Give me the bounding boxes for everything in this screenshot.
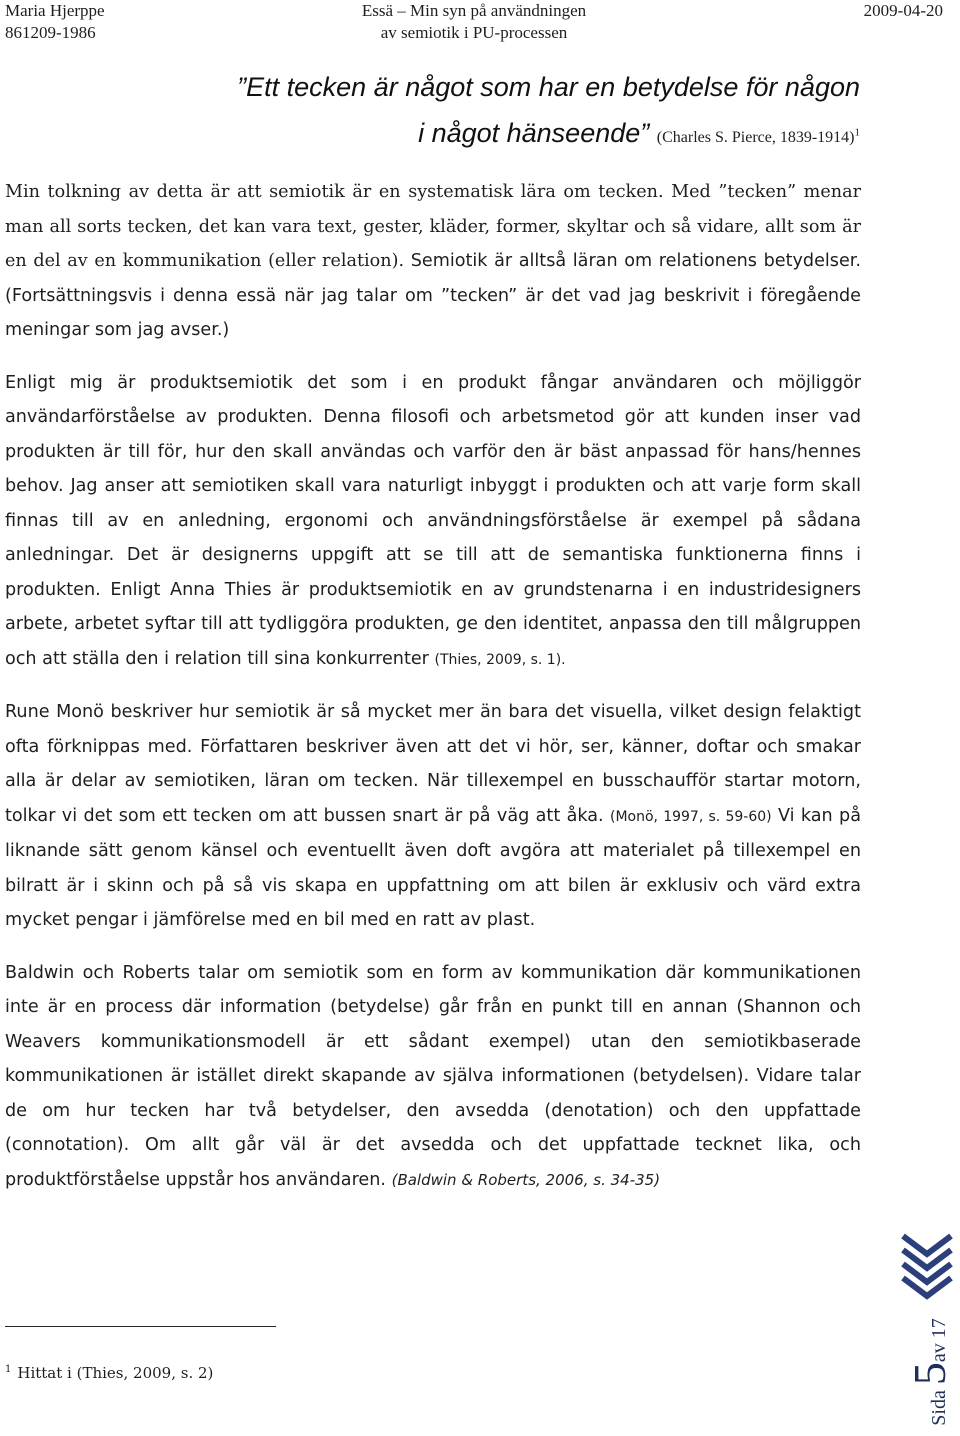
page-number — [904, 1318, 955, 1426]
paragraph-baldwin-roberts — [5, 956, 861, 1198]
page-number-total: av 17 — [928, 1318, 950, 1363]
paragraph-2-text: Enligt mig är produktsemiotik det som i en produkt fångar användaren och möjliggör användarförståelse av produkten. Denna filosofi och arbetsmetod gör att kunden inser vad produkten är till för, hur den skall användas och varför den är bäst anpassad för hans/hennes behov. Jag anser att semiotiken skall vara naturligt inbyggt i produkten och att varje form skall finnas till av en anledning, ergonomi och användningsförståelse är exempel på sådana anledningar. Det är designerns uppgift att se till att de semantiska funktionerna finns i produkten. Enligt Anna Thies är produktsemiotik en av grundstenarna i en industridesigners arbete, arbetet syftar till att tydliggöra produkten, ge den identitet, anpassa den till målgruppen och att ställa den i relation till sina konkurrenter — [5, 372, 861, 669]
page-header — [5, 0, 943, 46]
footnote-reference[interactable]: 1 — [854, 126, 860, 139]
paragraph-product-semiotics — [5, 366, 861, 678]
paragraph-2-citation: (Thies, 2009, s. 1). — [434, 651, 566, 668]
paragraph-3-text-a: Rune Monö beskriver hur semiotik är så mycket mer än bara det visuella, vilket design felaktigt ofta förknippas med. Författaren beskriver även att det vi hör, ser, känner, doftar och smakar alla är delar av semiotiken, läran om tecken. När tillexempel en busschaufför startar motorn, tolkar vi det som ett tecken om att bussen snart är på väg att åka. — [5, 702, 861, 826]
header-title-line1: Essä – Min syn på användningen — [361, 1, 587, 20]
quote-citation — [656, 126, 860, 146]
paragraph-3-citation: (Monö, 1997, s. 59-60) — [609, 808, 772, 825]
paragraph-4-citation: (Baldwin & Roberts, 2006, s. 34-35) — [391, 1170, 661, 1189]
paragraph-rune-mono — [5, 695, 861, 938]
paragraph-1-part-a: Min tolkning av detta är att semiotik är en systematisk lära om tecken. Med ”tecken” menar man all sorts tecken, det kan vara text, gester, kläder, former, skyltar och så vidare, allt som är en del av en kommunikation (eller relation). — [5, 182, 861, 271]
essay-body — [5, 175, 861, 1197]
author-name: Maria Hjerppe — [5, 1, 105, 20]
header-title-line2: av semiotik i PU-processen — [380, 23, 568, 42]
epigraph-quote — [237, 64, 860, 161]
header-title — [5, 0, 943, 44]
quote-line1: ”Ett tecken är något som har en betydelse för någon — [237, 72, 860, 102]
paragraph-1-part-b: Semiotik är alltså läran om relationens betydelser. (Fortsättningsvis i denna essä när jag talar om ”tecken” är det vad jag beskrivit i föregående meningar som jag avser.) — [5, 251, 861, 340]
page-number-current: 5 — [904, 1362, 955, 1386]
author-id: 861209-1986 — [5, 23, 96, 42]
footnote-mark: 1 — [5, 1364, 12, 1375]
footnote — [5, 1362, 213, 1384]
footnote-separator — [5, 1326, 276, 1327]
quote-line2-text: i något hänseende” — [418, 118, 650, 148]
paragraph-3-text-b: Vi kan på liknande sätt genom känsel och eventuellt även doft avgöra att materialet på tillexempel en bilratt är i skinn och på så vis skapa en uppfattning om att bilen är exklusiv och värd extra mycket pengar i jämförelse med en bil med en ratt av plast. — [5, 805, 861, 930]
citation-text: (Charles S. Pierce, 1839-1914) — [656, 129, 855, 146]
paragraph-semiotics-definition — [5, 175, 861, 348]
footnote-text: Hittat i (Thies, 2009, s. 2) — [17, 1364, 214, 1382]
double-chevron-logo-icon — [899, 1232, 955, 1304]
quote-line2 — [237, 110, 860, 161]
header-date: 2009-04-20 — [863, 1, 943, 20]
paragraph-4-text: Baldwin och Roberts talar om semiotik som en form av kommunikation där kommunikationen inte är en process där information (betydelse) går från en punkt till en annan (Shannon och Weavers kommunikationsmodell är ett sådant exempel) utan den semiotikbaserade kommunikationen är istället direkt skapande av själva informationen (betydelsen). Vidare talar de om hur tecken har två betydelser, den avsedda (denotation) och den uppfattade (connotation). Om allt går väl är det avsedda och det uppfattade tecknet lika, och produktförståelse uppstår hos användaren. — [5, 962, 861, 1190]
page-number-prefix: Sida — [928, 1385, 950, 1426]
